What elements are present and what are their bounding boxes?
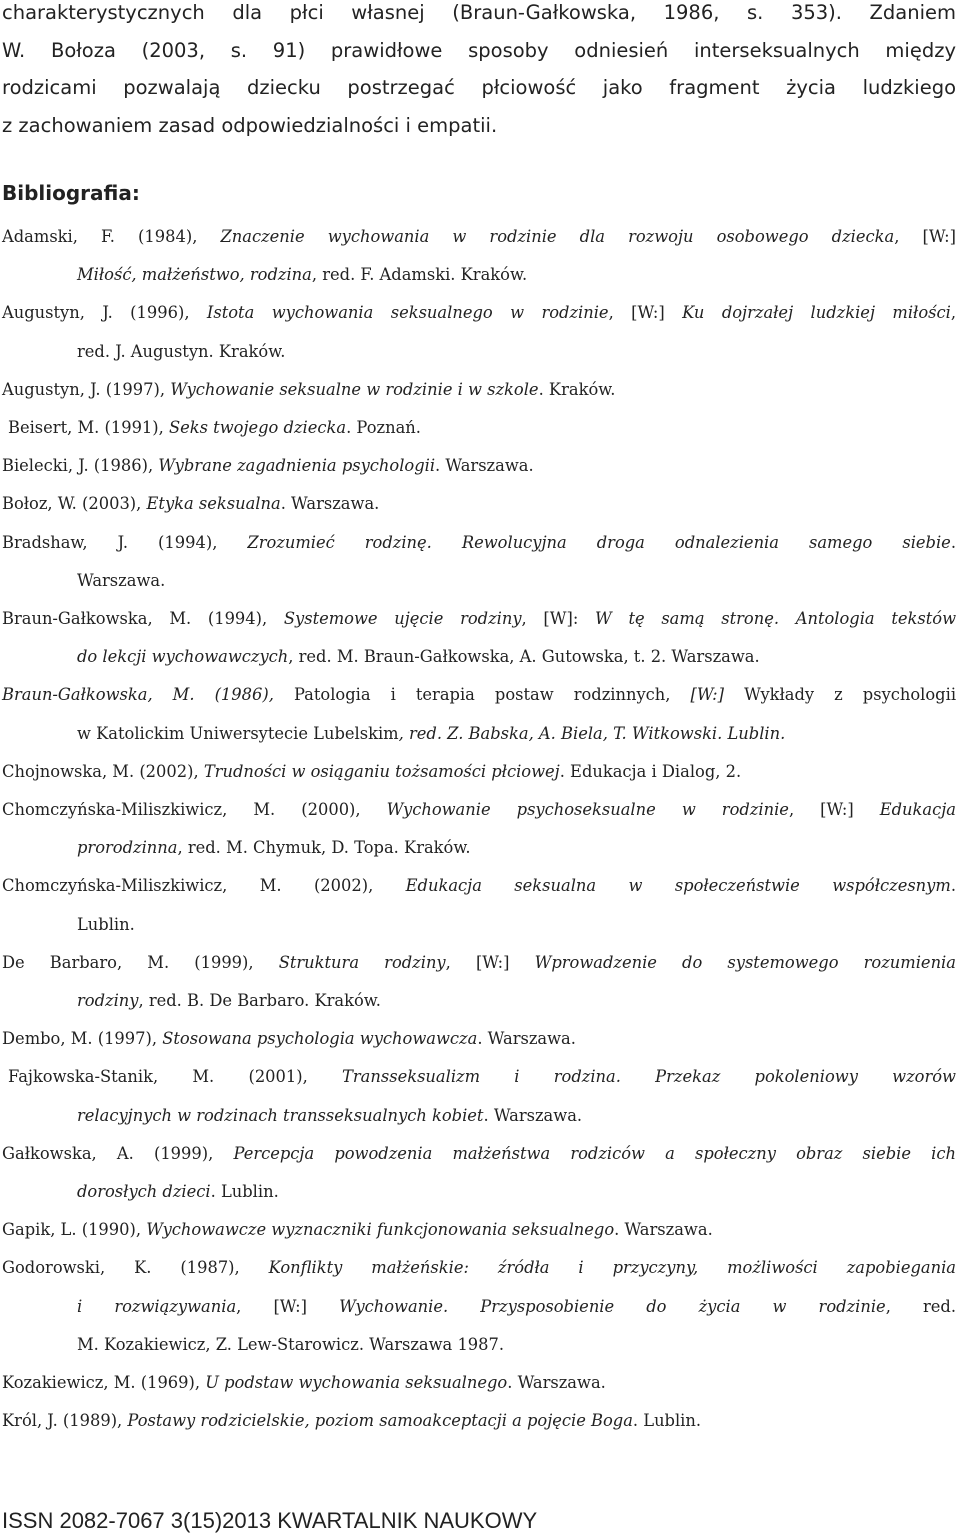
entry-text: . Poznań. xyxy=(346,418,421,438)
entry-text: Chomczyńska-Miliszkiwicz, M. (2002), xyxy=(2,876,406,896)
entry-title: w Katolickim Uniwersytecie Lubelskim xyxy=(77,723,399,743)
entry-text: . Warszawa. xyxy=(483,1105,583,1125)
entry-line xyxy=(2,256,956,294)
entry-title: W tę samą stronę. Antologia tekstów xyxy=(595,609,956,629)
entry-title: Postawy rodzicielskie, poziom samoakceptacji a pojęcie Boga xyxy=(127,1411,633,1431)
entry-title: Konflikty małżeńskie: źródła i przyczyny, możliwości zapobiegania xyxy=(268,1258,956,1278)
entry-text: Gałkowska, A. (1999), xyxy=(2,1143,234,1163)
entry-text: , xyxy=(950,303,956,323)
entry-line xyxy=(2,447,956,485)
entry-title: i rozwiązywania xyxy=(77,1296,237,1316)
entry-text: . Lublin. xyxy=(210,1182,279,1202)
entry-line xyxy=(2,1058,956,1096)
intro-paragraph xyxy=(2,0,956,144)
entry-line xyxy=(2,715,956,753)
entry-line xyxy=(2,753,956,791)
entry-line xyxy=(2,409,956,447)
entry-line: red. J. Augustyn. Kraków. xyxy=(77,341,286,361)
entry-line xyxy=(2,982,956,1020)
entry-line: M. Kozakiewicz, Z. Lew-Starowicz. Warszawa 1987. xyxy=(77,1334,505,1354)
entry-title: Systemowe ujęcie rodziny xyxy=(283,609,522,629)
entry-title: Stosowana psychologia wychowawcza xyxy=(162,1029,478,1049)
entry-text: Kozakiewicz, M. (1969), xyxy=(2,1373,206,1393)
entry-text: Fajkowska-Stanik, M. (2001), xyxy=(8,1067,343,1087)
entry-title: Seks twojego dziecka xyxy=(168,418,347,438)
entry-line xyxy=(2,1173,956,1211)
entry-line xyxy=(2,1288,956,1326)
bibliography-entry xyxy=(2,1020,956,1058)
bibliography-entry xyxy=(2,1249,956,1364)
entry-text: Bołoz, W. (2003), xyxy=(2,494,147,514)
entry-title: Miłość, małżeństwo, rodzina xyxy=(77,265,312,285)
entry-title: rodziny xyxy=(77,991,139,1011)
entry-line: Lublin. xyxy=(77,914,135,934)
entry-line xyxy=(2,1211,956,1249)
entry-line xyxy=(2,867,956,905)
bibliography-entry xyxy=(2,218,956,294)
bibliography-entry xyxy=(2,485,956,523)
entry-line xyxy=(2,371,956,409)
entry-text: . Warszawa. xyxy=(477,1029,576,1049)
entry-text: Bielecki, J. (1986), xyxy=(2,456,159,476)
entry-text: . xyxy=(950,876,956,896)
entry-text: . Kraków. xyxy=(538,379,616,399)
entry-title: Trudności w osiąganiu tożsamości płciowej xyxy=(203,761,560,781)
bibliography-entry xyxy=(2,1402,956,1440)
entry-line xyxy=(2,944,956,982)
entry-title: Istota wychowania seksualnego w rodzinie xyxy=(206,303,609,323)
entry-title: prorodzinna xyxy=(77,838,178,858)
entry-line xyxy=(2,1135,956,1173)
entry-title: relacyjnych w rodzinach transseksualnych kobiet xyxy=(77,1105,484,1125)
entry-text: Braun-Gałkowska, M. (1994), xyxy=(2,609,284,629)
entry-line xyxy=(2,600,956,638)
intro-line: rodzicami pozwalają dziecku postrzegać płciowość jako fragment życia ludzkiego xyxy=(2,76,956,99)
entry-text: . Warszawa. xyxy=(435,456,534,476)
entry-text: , red. xyxy=(885,1296,956,1316)
entry-line xyxy=(2,485,956,523)
intro-line: charakterystycznych dla płci własnej (Braun-Gałkowska, 1986, s. 353). Zdaniem xyxy=(2,1,956,24)
bibliography-entry xyxy=(2,791,956,867)
entry-line xyxy=(2,1402,956,1440)
entry-text: Augustyn, J. (1997), xyxy=(2,379,171,399)
bibliography-entry xyxy=(2,944,956,1020)
intro-line: z zachowaniem zasad odpowiedzialności i empatii. xyxy=(2,113,498,137)
entry-text: De Barbaro, M. (1999), xyxy=(2,952,279,972)
bibliography-entry xyxy=(2,371,956,409)
entry-text: . Warszawa. xyxy=(614,1220,713,1240)
entry-title: Etyka seksualna xyxy=(146,494,281,514)
bibliography-entry xyxy=(2,524,956,600)
entry-line xyxy=(2,294,956,332)
bibliography-entry xyxy=(2,676,956,752)
bibliography-entry xyxy=(2,753,956,791)
entry-text: , red. B. De Barbaro. Kraków. xyxy=(138,991,381,1011)
entry-text: . Warszawa. xyxy=(280,494,380,514)
entry-text: , [W:] xyxy=(788,800,880,820)
entry-title: Wybrane zagadnienia psychologii xyxy=(158,456,436,476)
entry-title: do lekcji wychowawczych xyxy=(77,647,289,667)
entry-text: Augustyn, J. (1996), xyxy=(2,303,207,323)
entry-title: Percepcja powodzenia małżeństwa rodziców a społeczny obraz siebie ich xyxy=(233,1143,956,1163)
entry-text: , [W]: xyxy=(521,609,596,629)
entry-title: Wychowawcze wyznaczniki funkcjonowania seksualnego xyxy=(146,1220,615,1240)
entry-line xyxy=(2,1020,956,1058)
entry-title: Znaczenie wychowania w rodzinie dla rozwoju osobowego dziecka xyxy=(220,227,895,246)
entry-text: Bradshaw, J. (1994), xyxy=(2,532,248,552)
entry-title: Struktura rodziny xyxy=(278,952,446,972)
entry-text: , [W:] xyxy=(894,227,956,246)
entry-text: . Warszawa. xyxy=(507,1373,606,1393)
entry-text: Król, J. (1989), xyxy=(2,1411,128,1431)
bibliography-entry xyxy=(2,867,956,943)
bibliography-entry xyxy=(2,1364,956,1402)
bibliography-entry xyxy=(2,600,956,676)
entry-text: . Lublin. xyxy=(632,1411,702,1431)
entry-title: Wychowanie seksualne w rodzinie i w szkole xyxy=(170,379,539,399)
entry-title: Ku dojrzałej ludzkiej miłości xyxy=(682,303,951,323)
entry-line xyxy=(2,1364,956,1402)
entry-text: . Edukacja i Dialog, 2. xyxy=(559,761,742,781)
entry-text: . xyxy=(950,532,956,552)
entry-title: Wychowanie psychoseksualne w rodzinie xyxy=(386,800,789,820)
entry-line xyxy=(2,829,956,867)
entry-line xyxy=(2,676,956,714)
entry-line: Warszawa. xyxy=(77,570,166,590)
entry-text: , red. M. Braun-Gałkowska, A. Gutowska, t. 2. Warszawa. xyxy=(288,647,760,667)
entry-text: Chojnowska, M. (2002), xyxy=(2,761,204,781)
bibliography-entry xyxy=(2,1135,956,1211)
entry-text: Adamski, F. (1984), xyxy=(2,227,221,246)
entry-title: Edukacja xyxy=(879,800,956,820)
entry-line xyxy=(2,638,956,676)
bibliography-entry xyxy=(2,447,956,485)
entry-line xyxy=(2,218,956,256)
entry-title: dorosłych dzieci xyxy=(77,1182,211,1202)
bibliography-entry xyxy=(2,1058,956,1134)
entry-text: , [W:] xyxy=(445,952,535,972)
entry-text: , [W:] xyxy=(608,303,683,323)
entry-text: , [W:] xyxy=(236,1296,340,1316)
entry-text: [W:] xyxy=(690,685,745,705)
page-footer: ISSN 2082-7067 3(15)2013 KWARTALNIK NAUKOWY xyxy=(2,1508,538,1533)
entry-title: Wykłady z psychologii xyxy=(744,685,957,705)
entry-line xyxy=(2,524,956,562)
entry-text: Chomczyńska-Miliszkiwicz, M. (2000), xyxy=(2,800,387,820)
entry-title: Transseksualizm i rodzina. Przekaz pokoleniowy wzorów xyxy=(342,1067,956,1087)
entry-text: , red. F. Adamski. Kraków. xyxy=(311,265,528,285)
bibliography-list xyxy=(2,218,956,1441)
entry-title: Wychowanie. Przysposobienie do życia w rodzinie xyxy=(339,1296,886,1316)
entry-text: Godorowski, K. (1987), xyxy=(2,1258,269,1278)
entry-title: Zrozumieć rodzinę. Rewolucyjna droga odnalezienia samego siebie xyxy=(247,532,951,552)
bibliography-entry xyxy=(2,409,956,447)
entry-title: Patologia i terapia postaw rodzinnych, xyxy=(293,685,691,705)
bibliography-entry xyxy=(2,294,956,370)
entry-line xyxy=(2,1249,956,1287)
bibliography-heading: Bibliografia: xyxy=(2,181,140,205)
entry-text: Dembo, M. (1997), xyxy=(2,1029,163,1049)
entry-text: Braun-Gałkowska, M. (1986), xyxy=(2,685,294,705)
entry-line xyxy=(2,791,956,829)
entry-title: Wprowadzenie do systemowego rozumienia xyxy=(534,952,956,972)
entry-text: Gapik, L. (1990), xyxy=(2,1220,147,1240)
entry-line xyxy=(2,1097,956,1135)
entry-text: , red. Z. Babska, A. Biela, T. Witkowski. Lublin. xyxy=(398,723,786,743)
entry-title: Edukacja seksualna w społeczeństwie współczesnym xyxy=(405,876,951,896)
entry-text: , red. M. Chymuk, D. Topa. Kraków. xyxy=(177,838,471,858)
intro-line: W. Bołoza (2003, s. 91) prawidłowe sposoby odniesień interseksualnych między xyxy=(2,38,956,62)
entry-text: Beisert, M. (1991), xyxy=(8,418,169,438)
bibliography-entry xyxy=(2,1211,956,1249)
entry-title: U podstaw wychowania seksualnego xyxy=(205,1373,508,1393)
